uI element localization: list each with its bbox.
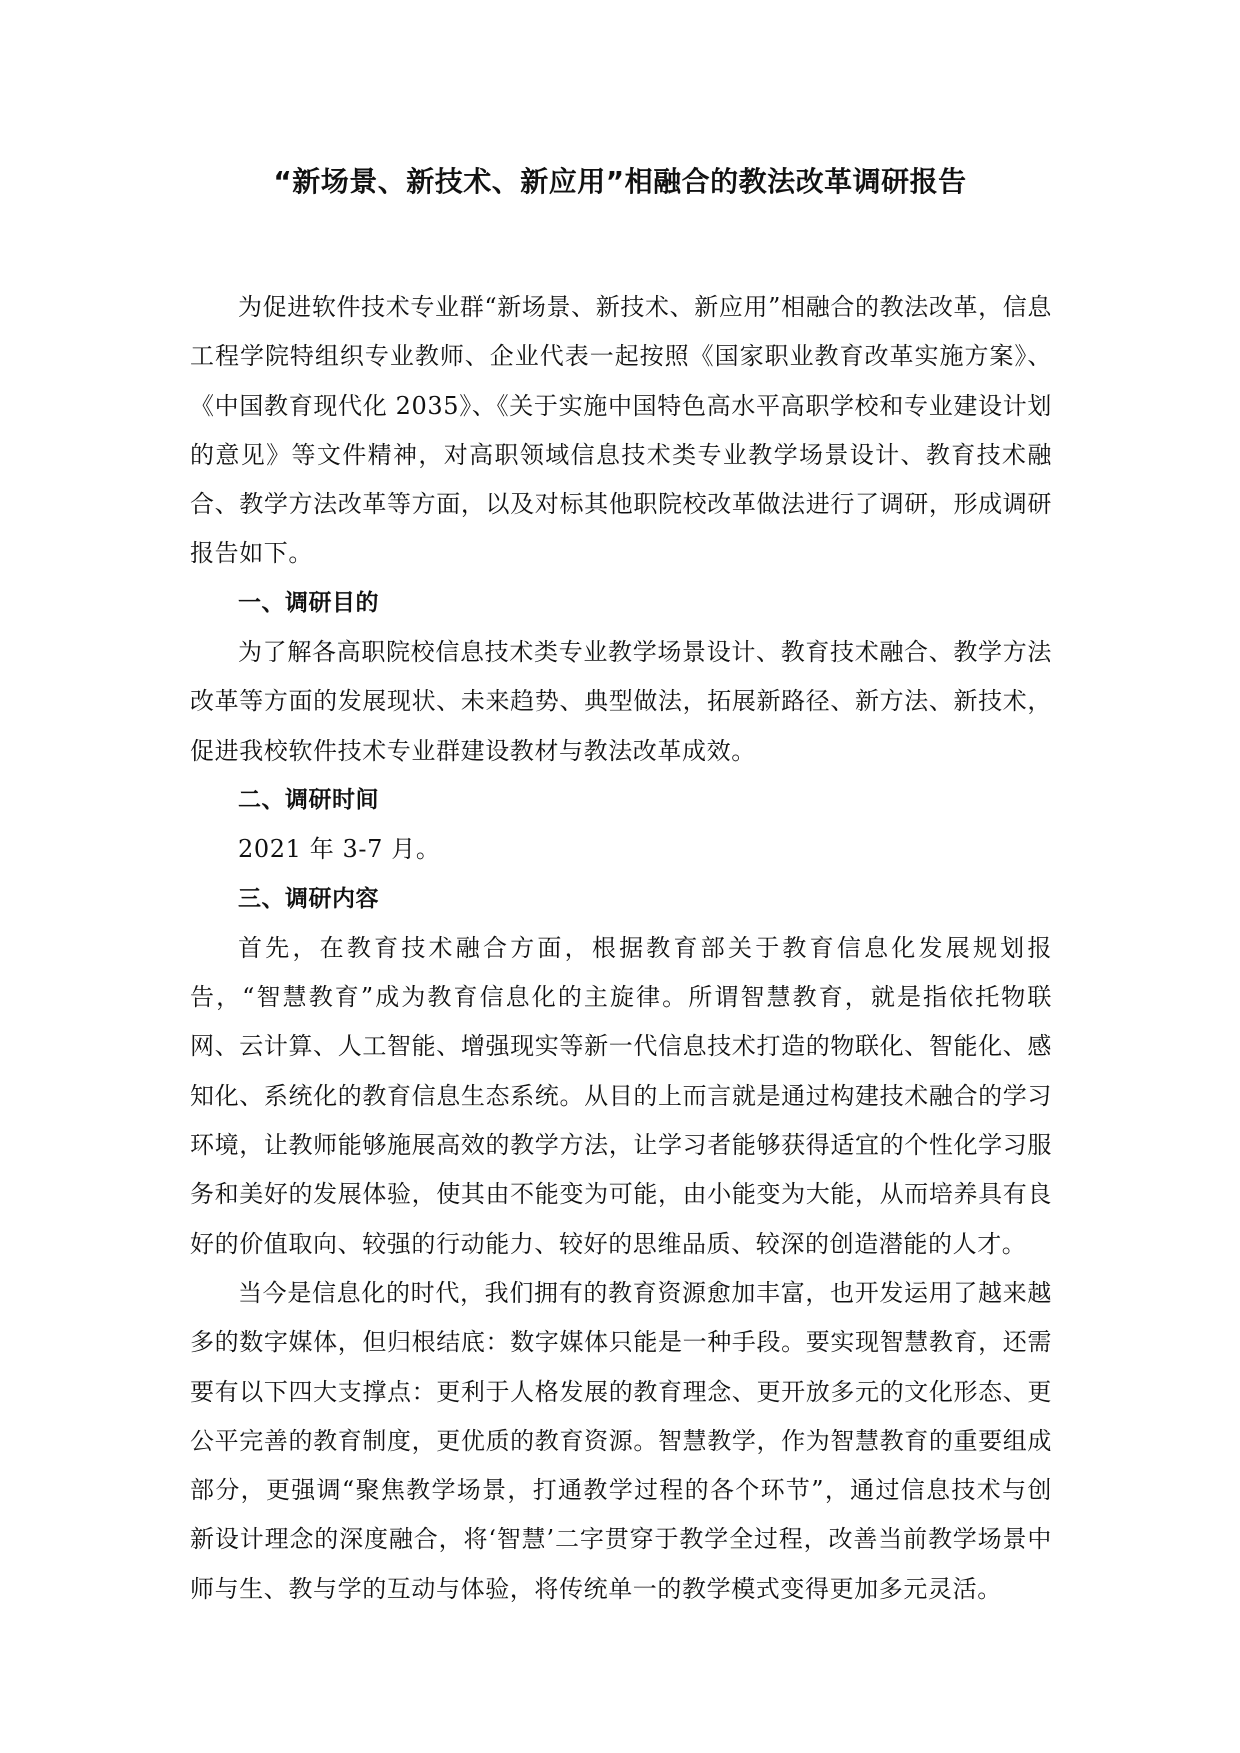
intro-paragraph: 为促进软件技术专业群“新场景、新技术、新应用”相融合的教法改革，信息工程学院特组织专业教师、企业代表一起按照《国家职业教育改革实施方案》、《中国教育现代化 2035》、《关于实施中国特色高水平高职学校和专业建设计划的意见》等文件精神，对高职领域信息技术类专业教学场景设计、教育技术融合、教学方法改革等方面，以及对标其他职院校改革做法进行了调研，形成调研报告如下。 xyxy=(190,293,1052,568)
document-body xyxy=(190,283,1052,1614)
section-heading-content: 三、调研内容 xyxy=(238,885,379,912)
content-paragraph-1: 首先，在教育技术融合方面，根据教育部关于教育信息化发展规划报告，“智慧教育”成为教育信息化的主旋律。所谓智慧教育，就是指依托物联网、云计算、人工智能、增强现实等新一代信息技术打造的物联化、智能化、感知化、系统化的教育信息生态系统。从目的上而言就是通过构建技术融合的学习环境，让教师能够施展高效的教学方法，让学习者能够获得适宜的个性化学习服务和美好的发展体验，使其由不能变为可能，由小能变为大能，从而培养具有良好的价值取向、较强的行动能力、较好的思维品质、较深的创造潜能的人才。 xyxy=(190,933,1052,1258)
time-paragraph: 2021 年 3-7 月。 xyxy=(238,835,441,864)
document-title: “新场景、新技术、新应用”相融合的教法改革调研报告 xyxy=(273,165,967,198)
section-heading-time: 二、调研时间 xyxy=(238,786,379,813)
content-paragraph-2: 当今是信息化的时代，我们拥有的教育资源愈加丰富，也开发运用了越来越多的数字媒体，但归根结底：数字媒体只能是一种手段。要实现智慧教育，还需要有以下四大支撑点：更利于人格发展的教育理念、更开放多元的文化形态、更公平完善的教育制度，更优质的教育资源。智慧教学，作为智慧教育的重要组成部分，更强调“聚焦教学场景，打通教学过程的各个环节”，通过信息技术与创新设计理念的深度融合，将‘智慧’二字贯穿于教学全过程，改善当前教学场景中师与生、教与学的互动与体验，将传统单一的教学模式变得更加多元灵活。 xyxy=(190,1278,1052,1603)
section-heading-purpose: 一、调研目的 xyxy=(238,589,379,616)
purpose-paragraph: 为了解各高职院校信息技术类专业教学场景设计、教育技术融合、教学方法改革等方面的发展现状、未来趋势、典型做法，拓展新路径、新方法、新技术，促进我校软件技术专业群建设教材与教法改革成效。 xyxy=(190,638,1052,765)
